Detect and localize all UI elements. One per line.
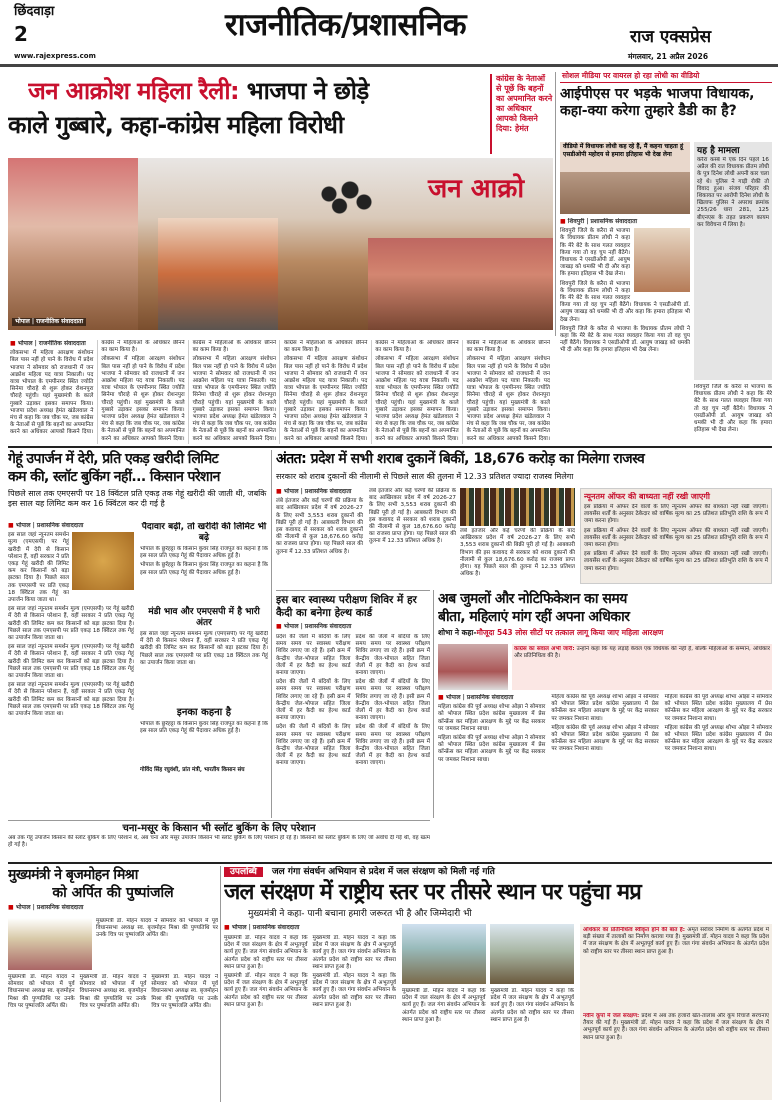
liquor-photo	[460, 488, 575, 526]
tribute-headline-1: मुख्यमंत्री ने बृजमोहन मिश्रा	[8, 867, 138, 883]
masthead-rule	[0, 64, 778, 67]
tribute-photo	[8, 918, 92, 970]
water-story: उपलब्धि जल गंगा संवर्धन अभियान से प्रदेश में जल संरक्षण को मिली नई गति जल संरक्षण में राष्ट्रीय स्तर पर तीसरे स्थान पर पहुंचा मप्र मुख्यमंत्री ने कहा- पानी बचाना हमारी जरूरत भी है और जिम्मेदारी भी ■ भोपाल | प्रशासनिक संवाददाता मुख्यमंत्री डॉ. मोहन यादव ने कहा कि प्रदेश में जल संरक्षण के क्षेत्र में अभूतपूर्व कार्य हुए हैं। जल गंगा संवर्धन अभियान के अंतर्गत प्रदेश को राष्ट्रीय स्तर पर तीसरा स्थान प्राप्त हुआ है। मुख्यमंत्री डॉ. मोहन यादव ने कहा कि प्रदेश में जल संरक्षण के क्षेत्र में अभूतपूर्व कार्य हुए हैं। जल गंगा संवर्धन अभियान के अंतर्गत प्रदेश को राष्ट्रीय स्तर पर तीसरा स्थान प्राप्त हुआ है। मुख्यमंत्री डॉ. मोहन यादव ने कहा कि प्रदेश में जल संरक्षण के क्षेत्र में अभूतपूर्व कार्य हुए हैं। जल गंगा संवर्धन अभियान के अंतर्गत प्रदेश को राष्ट्रीय स्तर पर तीसरा स्थान प्राप्त हुआ है। मुख्यमंत्री डॉ. मोहन यादव ने कहा कि प्रदेश में जल संरक्षण के क्षेत्र में अभूतपूर्व कार्य हुए हैं। जल गंगा संवर्धन अभियान के अंतर्गत प्रदेश को राष्ट्रीय स्तर पर तीसरा स्थान प्राप्त हुआ है। मुख्यमंत्री डॉ. मोहन यादव ने कहा कि प्रदेश में जल संरक्षण के क्षेत्र में अभूतपूर्व कार्य हुए हैं। जल गंगा संवर्धन अभियान के अंतर्गत प्रदेश को राष्ट्रीय स्तर पर तीसरा स्थान प्राप्त हुआ है। मुख्यमंत्री डॉ. मोहन यादव ने कहा कि प्रदेश में जल संरक्षण के क्षेत्र में अभूतपूर्व कार्य हुए हैं। जल गंगा संवर्धन अभियान के अंतर्गत प्रदेश को राष्ट्रीय स्तर पर तीसरा स्थान प्राप्त हुआ है। अधिकार का प्रतिनिधित्व स्वीकृत होने की बात है: अमृत सरोवर निर्माण के अंतर्गत प्रदेश में बड़ी संख्या में तालाबों का निर्माण कराया गया है। मुख्यमंत्री डॉ. मोहन यादव ने कहा कि प्रदेश में जल संरक्षण के क्षेत्र में अभूतपूर्व कार्य हुए हैं। जल गंगा संवर्धन अभियान के अंतर्गत प्रदेश को राष्ट्रीय स्तर पर तीसरा स्थान प्राप्त हुआ है। नवीन कूपों में जल संरक्षण: प्रदेश में अब तक हजारों खेत-तालाब और कूप रिचार्ज संरचनाएं तैयार की गई हैं। मुख्यमंत्री डॉ. मोहन यादव ने कहा कि प्रदेश में जल संरक्षण के क्षेत्र में अभूतपूर्व कार्य हुए हैं। जल गंगा संवर्धन अभियान के अंतर्गत प्रदेश को राष्ट्रीय स्तर पर तीसरा स्थान प्राप्त हुआ है।	[224, 866, 772, 1102]
lead-story	[8, 72, 553, 336]
wheat-headline-1: गेहूं उपार्जन में देरी, प्रति एकड़ खरीदी लिमिट	[8, 451, 219, 467]
water-notes-box	[580, 924, 772, 1100]
wheat-body: ■ भोपाल | प्रशासनिक संवाददाता इस साल जहां न्यूनतम समर्थन मूल्य (एमएसपी) पर गेहूं खरीदी में देरी से किसान परेशान हैं, वहीं सरकार ने प्रति एकड़ गेहूं खरीदी की लिमिट कम कर किसानों को बड़ा झटका दिया है। पिछले साल तक एमएसपी पर प्रति एकड़ 18 क्विंटल तक गेहूं का उपार्जन किया जाता था। इस साल जहां न्यूनतम समर्थन मूल्य (एमएसपी) पर गेहूं खरीदी में देरी से किसान परेशान हैं, वहीं सरकार ने प्रति एकड़ गेहूं खरीदी की लिमिट कम कर किसानों को बड़ा झटका दिया है। पिछले साल तक एमएसपी पर प्रति एकड़ 18 क्विंटल तक गेहूं का उपार्जन किया जाता था। इस साल जहां न्यूनतम समर्थन मूल्य (एमएसपी) पर गेहूं खरीदी में देरी से किसान परेशान हैं, वहीं सरकार ने प्रति एकड़ गेहूं खरीदी की लिमिट कम कर किसानों को बड़ा झटका दिया है। पिछले साल तक एमएसपी पर प्रति एकड़ 18 क्विंटल तक गेहूं का उपार्जन किया जाता था। इस साल जहां न्यूनतम समर्थन मूल्य (एमएसपी) पर गेहूं खरीदी में देरी से किसान परेशान हैं, वहीं सरकार ने प्रति एकड़ गेहूं खरीदी की लिमिट कम कर किसानों को बड़ा झटका दिया है। पिछले साल तक एमएसपी पर प्रति एकड़ 18 क्विंटल तक गेहूं का उपार्जन किया जाता था।	[8, 522, 134, 816]
lead-photo	[8, 158, 553, 330]
page-number: 2	[14, 22, 28, 46]
sidebar-tag: सोशल मीडिया पर वायरल हो रहा लोधी का वीडियो	[560, 70, 772, 83]
womens-headline-1: अब जुमलों और नोटिफिकेशन का समय	[438, 591, 627, 607]
lead-quote: कांग्रेस के नेताओं से पूछें कि बहनों का अपमानित करने का अधिकार आपको किसने दिया: हेमंत	[490, 74, 553, 154]
photo-caption: भोपाल | राजनीतिक संवाददाता	[12, 318, 86, 326]
wheat-subhead-3: इनका कहना है	[176, 707, 232, 718]
womens-story	[438, 590, 772, 818]
mamla-body: करैरा कस्बे में एक दिन पहले 16 अप्रैल की रात विधायक प्रीतम लोधी के पुत्र दिनेश लोधी अपनी कार चला रहे थे। पुलिस ने गाड़ी रोकी तो विवाद हुआ। संजय परिहार की शिकायत पर आरोपी दिनेश लोधी के खिलाफ पुलिस ने अपराध क्रमांक 255/26 धारा 281, 125 बीएनएस के तहत प्रकरण कायम कर विवेचना में लिया है।	[697, 157, 769, 228]
water-body: मुख्यमंत्री डॉ. मोहन यादव ने कहा कि प्रदेश में जल संरक्षण के क्षेत्र में अभूतपूर्व कार्य हुए हैं। जल गंगा संवर्धन अभियान के अंतर्गत प्रदेश को राष्ट्रीय स्तर पर तीसरा स्थान प्राप्त हुआ है। मुख्यमंत्री डॉ. मोहन यादव ने कहा कि प्रदेश में जल संरक्षण के क्षेत्र में अभूतपूर्व कार्य हुए हैं। जल गंगा संवर्धन अभियान के अंतर्गत प्रदेश को राष्ट्रीय स्तर पर तीसरा स्थान प्राप्त हुआ है। मुख्यमंत्री डॉ. मोहन यादव ने कहा कि प्रदेश में जल संरक्षण के क्षेत्र में अभूतपूर्व कार्य हुए हैं। जल गंगा संवर्धन अभियान के अंतर्गत प्रदेश को राष्ट्रीय स्तर पर तीसरा स्थान प्राप्त हुआ है। मुख्यमंत्री डॉ. मोहन यादव ने कहा कि प्रदेश में जल संरक्षण के क्षेत्र में अभूतपूर्व कार्य हुए हैं। जल गंगा संवर्धन अभियान के अंतर्गत प्रदेश को राष्ट्रीय स्तर पर तीसरा स्थान प्राप्त हुआ है।	[224, 935, 396, 1008]
wheat-subhead-2: मंडी भाव और एमएसपी में है भारी अंतर	[148, 607, 260, 628]
city-name: छिंदवाड़ा	[14, 4, 55, 19]
liquor-headline: प्रदेश में सभी शराब दुकानें बिकीं, 18,676 करोड़ का मिलेगा राजस्व	[310, 451, 645, 467]
shobha-photo	[438, 644, 508, 690]
womens-headline-2: बीता, महिलाएं मांग रहीं अपना अधिकार	[438, 609, 630, 625]
liquor-story	[276, 450, 772, 486]
water-note-1: अधिकार का प्रतिनिधित्व स्वीकृत होने की बात है: अमृत सरोवर निर्माण के अंतर्गत प्रदेश में बड़ी संख्या में तालाबों का निर्माण कराया गया है। मुख्यमंत्री डॉ. मोहन यादव ने कहा कि प्रदेश में जल संरक्षण के क्षेत्र में अभूतपूर्व कार्य हुए हैं। जल गंगा संवर्धन अभियान के अंतर्गत प्रदेश को राष्ट्रीय स्तर पर तीसरा स्थान प्राप्त हुआ है।	[583, 927, 769, 955]
lead-body: ■ भोपाल | राजनीतिक संवाददाता लोकसभा में महिला आरक्षण संशोधन बिल पास नहीं हो पाने के विरोध में प्रदेश भाजपा ने सोमवार को राजधानी में जन आक्रोश महिला पद यात्रा निकाली। पद यात्रा भोपाल के एमपीनगर स्थित ज्योति सिनेमा चौराहे से शुरू होकर रोशनपुरा चौराहे पहुंची। यहां मुख्यमंत्री के काले गुब्बारे उड़ाकर इसका समापन किया। भाजपा प्रदेश अध्यक्ष हेमंत खंडेलवाल ने मंच से कहा कि जब चौक पर, जब कांग्रेस के नेताओं से पूछें कि बहनों का अपमानित करने का अधिकार आपको किसने दिया। कांग्रेस ने महिलाओं के अधिकार छीनने का काम किया है। लोकसभा में महिला आरक्षण संशोधन बिल पास नहीं हो पाने के विरोध में प्रदेश भाजपा ने सोमवार को राजधानी में जन आक्रोश महिला पद यात्रा निकाली। पद यात्रा भोपाल के एमपीनगर स्थित ज्योति सिनेमा चौराहे से शुरू होकर रोशनपुरा चौराहे पहुंची। यहां मुख्यमंत्री के काले गुब्बारे उड़ाकर इसका समापन किया। भाजपा प्रदेश अध्यक्ष हेमंत खंडेलवाल ने मंच से कहा कि जब चौक पर, जब कांग्रेस के नेताओं से पूछें कि बहनों का अपमानित करने का अधिकार आपको किसने दिया। कांग्रेस ने महिलाओं के अधिकार छीनने का काम किया है। लोकसभा में महिला आरक्षण संशोधन बिल पास नहीं हो पाने के विरोध में प्रदेश भाजपा ने सोमवार को राजधानी में जन आक्रोश महिला पद यात्रा निकाली। पद यात्रा भोपाल के एमपीनगर स्थित ज्योति सिनेमा चौराहे से शुरू होकर रोशनपुरा चौराहे पहुंची। यहां मुख्यमंत्री के काले गुब्बारे उड़ाकर इसका समापन किया। भाजपा प्रदेश अध्यक्ष हेमंत खंडेलवाल ने मंच से कहा कि जब चौक पर, जब कांग्रेस के नेताओं से पूछें कि बहनों का अपमानित करने का अधिकार आपको किसने दिया। कांग्रेस ने महिलाओं के अधिकार छीनने का काम किया है। लोकसभा में महिला आरक्षण संशोधन बिल पास नहीं हो पाने के विरोध में प्रदेश भाजपा ने सोमवार को राजधानी में जन आक्रोश महिला पद यात्रा निकाली। पद यात्रा भोपाल के एमपीनगर स्थित ज्योति सिनेमा चौराहे से शुरू होकर रोशनपुरा चौराहे पहुंची। यहां मुख्यमंत्री के काले गुब्बारे उड़ाकर इसका समापन किया। भाजपा प्रदेश अध्यक्ष हेमंत खंडेलवाल ने मंच से कहा कि जब चौक पर, जब कांग्रेस के नेताओं से पूछें कि बहनों का अपमानित करने का अधिकार आपको किसने दिया। कांग्रेस ने महिलाओं के अधिकार छीनने का काम किया है। लोकसभा में महिला आरक्षण संशोधन बिल पास नहीं हो पाने के विरोध में प्रदेश भाजपा ने सोमवार को राजधानी में जन आक्रोश महिला पद यात्रा निकाली। पद यात्रा भोपाल के एमपीनगर स्थित ज्योति सिनेमा चौराहे से शुरू होकर रोशनपुरा चौराहे पहुंची। यहां मुख्यमंत्री के काले गुब्बारे उड़ाकर इसका समापन किया। भाजपा प्रदेश अध्यक्ष हेमंत खंडेलवाल ने मंच से कहा कि जब चौक पर, जब कांग्रेस के नेताओं से पूछें कि बहनों का अपमानित करने का अधिकार आपको किसने दिया। कांग्रेस ने महिलाओं के अधिकार छीनने का काम किया है। लोकसभा में महिला आरक्षण संशोधन बिल पास नहीं हो पाने के विरोध में प्रदेश भाजपा ने सोमवार को राजधानी में जन आक्रोश महिला पद यात्रा निकाली। पद यात्रा भोपाल के एमपीनगर स्थित ज्योति सिनेमा चौराहे से शुरू होकर रोशनपुरा चौराहे पहुंची। यहां मुख्यमंत्री के काले गुब्बारे उड़ाकर इसका समापन किया। भाजपा प्रदेश अध्यक्ष हेमंत खंडेलवाल ने मंच से कहा कि जब चौक पर, जब कांग्रेस के नेताओं से पूछें कि बहनों का अपमानित करने का अधिकार आपको किसने दिया।	[10, 340, 550, 444]
mamla-box	[694, 142, 772, 380]
grain-box-body: अब तक गेहूं उपार्जन किसान की स्लॉट बुकिंग के लिए परेशान थे, अब चना और मसूर उपार्जन किसान भी स्लॉट बुकिंग के लिए परेशान हो रहे हैं। किसानों को स्लॉट बुकिंग के लिए जो अवधि दी गई थी, वह खत्म हो गई है।	[8, 835, 430, 849]
masthead	[0, 0, 778, 70]
water-note-2: नवीन कूपों में जल संरक्षण: प्रदेश में अब तक हजारों खेत-तालाब और कूप रिचार्ज संरचनाएं तैयार की गई हैं। मुख्यमंत्री डॉ. मोहन यादव ने कहा कि प्रदेश में जल संरक्षण के क्षेत्र में अभूतपूर्व कार्य हुए हैं। जल गंगा संवर्धन अभियान के अंतर्गत प्रदेश को राष्ट्रीय स्तर पर तीसरा स्थान प्राप्त हुआ है।	[583, 1013, 769, 1041]
health-story: इस बार स्वास्थ्य परीक्षण शिविर में हर कैदी का बनेगा हेल्थ कार्ड ■ भोपाल | प्रशासनिक संवाददाता प्रदेश की जेलों में बंदियों के लिए समय समय पर स्वास्थ्य परीक्षण शिविर लगाए जा रहे हैं। इसी क्रम में केन्द्रीय जेल-भोपाल सहित जिला जेलों में हर कैदी का हेल्थ कार्ड बनाया जाएगा। प्रदेश की जेलों में बंदियों के लिए समय समय पर स्वास्थ्य परीक्षण शिविर लगाए जा रहे हैं। इसी क्रम में केन्द्रीय जेल-भोपाल सहित जिला जेलों में हर कैदी का हेल्थ कार्ड बनाया जाएगा। प्रदेश की जेलों में बंदियों के लिए समय समय पर स्वास्थ्य परीक्षण शिविर लगाए जा रहे हैं। इसी क्रम में केन्द्रीय जेल-भोपाल सहित जिला जेलों में हर कैदी का हेल्थ कार्ड बनाया जाएगा। प्रदेश की जेलों में बंदियों के लिए समय समय पर स्वास्थ्य परीक्षण शिविर लगाए जा रहे हैं। इसी क्रम में केन्द्रीय जेल-भोपाल सहित जिला जेलों में हर कैदी का हेल्थ कार्ड बनाया जाएगा। प्रदेश की जेलों में बंदियों के लिए समय समय पर स्वास्थ्य परीक्षण शिविर लगाए जा रहे हैं। इसी क्रम में केन्द्रीय जेल-भोपाल सहित जिला जेलों में हर कैदी का हेल्थ कार्ड बनाया जाएगा। प्रदेश की जेलों में बंदियों के लिए समय समय पर स्वास्थ्य परीक्षण शिविर लगाए जा रहे हैं। इसी क्रम में केन्द्रीय जेल-भोपाल सहित जिला जेलों में हर कैदी का हेल्थ कार्ड बनाया जाएगा।	[276, 590, 430, 818]
date: मंगलवार, 21 अप्रैल 2026	[628, 52, 709, 61]
ad-box-body: इस प्रक्रिया में ऑफर देने वालों के लिए न्यूनतम ऑफर की बाध्यता नहीं रखी जाएगी। लायसेंस शर्तों के अनुसार ठेकेदार को वार्षिक मूल्य का 25 प्रतिशत प्रतिभूति राशि के रूप में जमा करना होगा। इस प्रक्रिया में ऑफर देने वालों के लिए न्यूनतम ऑफर की बाध्यता नहीं रखी जाएगी। लायसेंस शर्तों के अनुसार ठेकेदार को वार्षिक मूल्य का 25 प्रतिशत प्रतिभूति राशि के रूप में जमा करना होगा। इस प्रक्रिया में ऑफर देने वालों के लिए न्यूनतम ऑफर की बाध्यता नहीं रखी जाएगी। लायसेंस शर्तों के अनुसार ठेकेदार को वार्षिक मूल्य का 25 प्रतिशत प्रतिभूति राशि के रूप में जमा करना होगा।	[584, 504, 768, 572]
cm-tribute-story: मुख्यमंत्री ने बृजमोहन मिश्रा को अर्पित की पुष्पांजलि ■ भोपाल | प्रशासनिक संवाददाता मुख्यमंत्री डॉ. मोहन यादव ने सोमवार को भोपाल में पूर्व विधानसभा अध्यक्ष स्व. बृजमोहन मिश्रा की पुण्यतिथि पर उनके चित्र पर पुष्पांजलि अर्पित की। मुख्यमंत्री डॉ. मोहन यादव ने सोमवार को भोपाल में पूर्व विधानसभा अध्यक्ष स्व. बृजमोहन मिश्रा की पुण्यतिथि पर उनके चित्र पर पुष्पांजलि अर्पित की। मुख्यमंत्री डॉ. मोहन यादव ने सोमवार को भोपाल में पूर्व विधानसभा अध्यक्ष स्व. बृजमोहन मिश्रा की पुण्यतिथि पर उनके चित्र पर पुष्पांजलि अर्पित की। मुख्यमंत्री डॉ. मोहन यादव ने सोमवार को भोपाल में पूर्व विधानसभा अध्यक्ष स्व. बृजमोहन मिश्रा की पुण्यतिथि पर उनके चित्र पर पुष्पांजलि अर्पित की।	[8, 866, 218, 1102]
lead-headline-2: काले गुब्बारे, कहा-कांग्रेस महिला विरोधी	[8, 111, 344, 139]
liquor-body: ■ भोपाल | प्रशासनिक संवाददाता लंबे इंतजार और कई चरणों की प्रक्रिया के बाद आखिरकार प्रदेश में वर्ष 2026-27 के लिए सभी 3,553 शराब दुकानों की बिक्री पूरी हो गई है। आबकारी विभाग की इस कवायद से सरकार को शराब दुकानों की नीलामी से कुल 18,676.60 करोड़ का राजस्व प्राप्त होगा। यह पिछले साल की तुलना में 12.33 प्रतिशत अधिक है। लंबे इंतजार और कई चरणों की प्रक्रिया के बाद आखिरकार प्रदेश में वर्ष 2026-27 के लिए सभी 3,553 शराब दुकानों की बिक्री पूरी हो गई है। आबकारी विभाग की इस कवायद से सरकार को शराब दुकानों की नीलामी से कुल 18,676.60 करोड़ का राजस्व प्राप्त होगा। यह पिछले साल की तुलना में 12.33 प्रतिशत अधिक है।	[276, 488, 456, 584]
lead-headline-red: जन आक्रोश महिला रैली:	[28, 77, 239, 105]
wheat-photo	[72, 532, 134, 590]
health-body: प्रदेश की जेलों में बंदियों के लिए समय समय पर स्वास्थ्य परीक्षण शिविर लगाए जा रहे हैं। इसी क्रम में केन्द्रीय जेल-भोपाल सहित जिला जेलों में हर कैदी का हेल्थ कार्ड बनाया जाएगा। प्रदेश की जेलों में बंदियों के लिए समय समय पर स्वास्थ्य परीक्षण शिविर लगाए जा रहे हैं। इसी क्रम में केन्द्रीय जेल-भोपाल सहित जिला जेलों में हर कैदी का हेल्थ कार्ड बनाया जाएगा। प्रदेश की जेलों में बंदियों के लिए समय समय पर स्वास्थ्य परीक्षण शिविर लगाए जा रहे हैं। इसी क्रम में केन्द्रीय जेल-भोपाल सहित जिला जेलों में हर कैदी का हेल्थ कार्ड बनाया जाएगा। प्रदेश की जेलों में बंदियों के लिए समय समय पर स्वास्थ्य परीक्षण शिविर लगाए जा रहे हैं। इसी क्रम में केन्द्रीय जेल-भोपाल सहित जिला जेलों में हर कैदी का हेल्थ कार्ड बनाया जाएगा। प्रदेश की जेलों में बंदियों के लिए समय समय पर स्वास्थ्य परीक्षण शिविर लगाए जा रहे हैं। इसी क्रम में केन्द्रीय जेल-भोपाल सहित जिला जेलों में हर कैदी का हेल्थ कार्ड बनाया जाएगा। प्रदेश की जेलों में बंदियों के लिए समय समय पर स्वास्थ्य परीक्षण शिविर लगाए जा रहे हैं। इसी क्रम में केन्द्रीय जेल-भोपाल सहित जिला जेलों में हर कैदी का हेल्थ कार्ड बनाया जाएगा।	[276, 634, 430, 767]
mla-portrait	[634, 228, 690, 292]
womens-body: ■ भोपाल | प्रशासनिक संवाददाता महिला कांग्रेस की पूर्व अध्यक्ष शोभा ओझा ने सोमवार को भोपाल स्थित प्रदेश कांग्रेस मुख्यालय में प्रेस कॉन्फ्रेंस कर महिला आरक्षण के मुद्दे पर केंद्र सरकार पर जमकर निशाना साधा। महिला कांग्रेस की पूर्व अध्यक्ष शोभा ओझा ने सोमवार को भोपाल स्थित प्रदेश कांग्रेस मुख्यालय में प्रेस कॉन्फ्रेंस कर महिला आरक्षण के मुद्दे पर केंद्र सरकार पर जमकर निशाना साधा। महिला कांग्रेस की पूर्व अध्यक्ष शोभा ओझा ने सोमवार को भोपाल स्थित प्रदेश कांग्रेस मुख्यालय में प्रेस कॉन्फ्रेंस कर महिला आरक्षण के मुद्दे पर केंद्र सरकार पर जमकर निशाना साधा। महिला कांग्रेस की पूर्व अध्यक्ष शोभा ओझा ने सोमवार को भोपाल स्थित प्रदेश कांग्रेस मुख्यालय में प्रेस कॉन्फ्रेंस कर महिला आरक्षण के मुद्दे पर केंद्र सरकार पर जमकर निशाना साधा। महिला कांग्रेस की पूर्व अध्यक्ष शोभा ओझा ने सोमवार को भोपाल स्थित प्रदेश कांग्रेस मुख्यालय में प्रेस कॉन्फ्रेंस कर महिला आरक्षण के मुद्दे पर केंद्र सरकार पर जमकर निशाना साधा। महिला कांग्रेस की पूर्व अध्यक्ष शोभा ओझा ने सोमवार को भोपाल स्थित प्रदेश कांग्रेस मुख्यालय में प्रेस कॉन्फ्रेंस कर महिला आरक्षण के मुद्दे पर केंद्र सरकार पर जमकर निशाना साधा।	[438, 694, 772, 816]
water-photo-2	[490, 924, 574, 984]
photo-banner: जन आक्रो	[428, 174, 525, 204]
wheat-headline-2: कम की, स्लॉट बुकिंग नहीं... किसान परेशान	[8, 469, 220, 485]
tribute-headline-2: को अर्पित की पुष्पांजलि	[52, 885, 174, 901]
womens-quote-box: कांग्रेस का सवाल अभी जारी: उन्होंने कहा कि यह लड़ाई केवल एक विधेयक की नहीं है, बल्कि महिलाओं के सम्मान, अधिकार और प्रतिनिधित्व की है।	[512, 644, 772, 690]
website[interactable]: www.rajexpress.com	[14, 52, 96, 60]
sidebar-body: ■ शिवपुरी | प्रशासनिक संवाददाता शिवपुरी जिले के करैरा से भाजपा के विधायक प्रीतम लोधी ने कहा कि मेरे बेटे के साथ गलत व्यवहार किया गया तो वह चुप नहीं बैठेंगे। विधायक ने एसडीओपी डॉ. आयुष जाखड़ को धमकी भी दी और कहा कि हमारा इतिहास भी देख लेना। शिवपुरी जिले के करैरा से भाजपा के विधायक प्रीतम लोधी ने कहा कि मेरे बेटे के साथ गलत व्यवहार किया गया तो वह चुप नहीं बैठेंगे। विधायक ने एसडीओपी डॉ. आयुष जाखड़ को धमकी भी दी और कहा कि हमारा इतिहास भी देख लेना। शिवपुरी जिले के करैरा से भाजपा के विधायक प्रीतम लोधी ने कहा कि मेरे बेटे के साथ गलत व्यवहार किया गया तो वह चुप नहीं बैठेंगे। विधायक ने एसडीओपी डॉ. आयुष जाखड़ को धमकी भी दी और कहा कि हमारा इतिहास भी देख लेना।	[560, 218, 690, 442]
sidebar-story: सोशल मीडिया पर वायरल हो रहा लोधी का वीडियो आईपीएस पर भड़के भाजपा विधायक, कहा-क्या करेगा तुम्हारे डैडी का है? वीडियो में विधायक लोधी कह रहे हैं, मैं कहना चाहता हूं एसडीओपी महोदय से हमारा इतिहास भी देख लेना यह है मामला करैरा कस्बे में एक दिन पहले 16 अप्रैल की रात विधायक प्रीतम लोधी के पुत्र दिनेश लोधी अपनी कार चला रहे थे। पुलिस ने गाड़ी रोकी तो विवाद हुआ। संजय परिहार की शिकायत पर आरोपी दिनेश लोधी के खिलाफ पुलिस ने अपराध क्रमांक 255/26 धारा 281, 125 बीएनएस के तहत प्रकरण कायम कर विवेचना में लिया है। ■ शिवपुरी | प्रशासनिक संवाददाता शिवपुरी जिले के करैरा से भाजपा के विधायक प्रीतम लोधी ने कहा कि मेरे बेटे के साथ गलत व्यवहार किया गया तो वह चुप नहीं बैठेंगे। विधायक ने एसडीओपी डॉ. आयुष जाखड़ को धमकी भी दी और कहा कि हमारा इतिहास भी देख लेना। शिवपुरी जिले के करैरा से भाजपा के विधायक प्रीतम लोधी ने कहा कि मेरे बेटे के साथ गलत व्यवहार किया गया तो वह चुप नहीं बैठेंगे। विधायक ने एसडीओपी डॉ. आयुष जाखड़ को धमकी भी दी और कहा कि हमारा इतिहास भी देख लेना। शिवपुरी जिले के करैरा से भाजपा के विधायक प्रीतम लोधी ने कहा कि मेरे बेटे के साथ गलत व्यवहार किया गया तो वह चुप नहीं बैठेंगे। विधायक ने एसडीओपी डॉ. आयुष जाखड़ को धमकी भी दी और कहा कि हमारा इतिहास भी देख लेना। शिवपुरी जिले के करैरा से भाजपा के विधायक प्रीतम लोधी ने कहा कि मेरे बेटे के साथ गलत व्यवहार किया गया तो वह चुप नहीं बैठेंगे। विधायक ने एसडीओपी डॉ. आयुष जाखड़ को धमकी भी दी और कहा कि हमारा इतिहास भी देख लेना।	[560, 70, 772, 444]
water-headline: जल संरक्षण में राष्ट्रीय स्तर पर तीसरे स्थान पर पहुंचा मप्र	[224, 880, 641, 905]
grain-box	[8, 820, 430, 860]
section-title: राजनीतिक/प्रशासनिक	[225, 7, 467, 43]
mamla-title: यह है मामला	[697, 146, 740, 156]
water-tag: उपलब्धि	[224, 867, 263, 877]
grain-box-headline: चना-मसूर के किसान भी स्लॉट बुकिंग के लिए परेशान	[122, 823, 316, 834]
liquor-kicker: अंतत:	[276, 451, 307, 467]
sidebar-headline: आईपीएस पर भड़के भाजपा विधायक, कहा-क्या करेगा तुम्हारे डैडी का है?	[560, 86, 755, 119]
wheat-subhead-1: पैदावार बढ़ी, तो खरीदी की लिमिट भी बढ़े	[141, 522, 267, 543]
ad-box	[580, 488, 772, 584]
liquor-deck: सरकार को शराब दुकानों की नीलामी से पिछले साल की तुलना में 12.33 प्रतिशत ज्यादा राजस्व मिलेगा	[276, 472, 574, 481]
balloons	[308, 178, 378, 218]
wheat-quote-by: गोविंद सिंह रघुवंशी, प्रांत मंत्री, भारतीय किसान संघ	[140, 767, 245, 773]
ad-box-headline: न्यूनतम ऑफर की बाध्यता नहीं रखी जाएगी	[584, 492, 710, 501]
water-photo-1	[402, 924, 486, 984]
lead-headline-1: भाजपा ने छोड़े	[246, 77, 369, 105]
video-caption: वीडियो में विधायक लोधी कह रहे हैं, मैं कहना चाहता हूं एसडीओपी महोदय से हमारा इतिहास भी देख लेना	[560, 142, 690, 172]
water-tag-line: जल गंगा संवर्धन अभियान से प्रदेश में जल संरक्षण को मिली नई गति	[271, 867, 495, 877]
womens-deck-name: शोभा ने कहा-	[438, 628, 477, 637]
womens-deck: मौजूदा 543 लोस सीटों पर तत्काल लागू किया जाए महिला आरक्षण	[476, 628, 664, 637]
paper-name: राज एक्सप्रेस	[630, 27, 712, 47]
water-deck: मुख्यमंत्री ने कहा- पानी बचाना हमारी जरूरत भी है और जिम्मेदारी भी	[248, 909, 472, 919]
video-still	[560, 142, 690, 214]
wheat-story: गेहूं उपार्जन में देरी, प्रति एकड़ खरीदी लिमिट कम की, स्लॉट बुकिंग नहीं... किसान परेशान पिछले साल तक एमएसपी पर 18 क्विंटल प्रति एकड़ तक गेहूं खरीदी की जाती थी, जबकि इस साल यह लिमिट कम कर 16 क्विंटल कर दी गई है ■ भोपाल | प्रशासनिक संवाददाता इस साल जहां न्यूनतम समर्थन मूल्य (एमएसपी) पर गेहूं खरीदी में देरी से किसान परेशान हैं, वहीं सरकार ने प्रति एकड़ गेहूं खरीदी की लिमिट कम कर किसानों को बड़ा झटका दिया है। पिछले साल तक एमएसपी पर प्रति एकड़ 18 क्विंटल तक गेहूं का उपार्जन किया जाता था। इस साल जहां न्यूनतम समर्थन मूल्य (एमएसपी) पर गेहूं खरीदी में देरी से किसान परेशान हैं, वहीं सरकार ने प्रति एकड़ गेहूं खरीदी की लिमिट कम कर किसानों को बड़ा झटका दिया है। पिछले साल तक एमएसपी पर प्रति एकड़ 18 क्विंटल तक गेहूं का उपार्जन किया जाता था। इस साल जहां न्यूनतम समर्थन मूल्य (एमएसपी) पर गेहूं खरीदी में देरी से किसान परेशान हैं, वहीं सरकार ने प्रति एकड़ गेहूं खरीदी की लिमिट कम कर किसानों को बड़ा झटका दिया है। पिछले साल तक एमएसपी पर प्रति एकड़ 18 क्विंटल तक गेहूं का उपार्जन किया जाता था। इस साल जहां न्यूनतम समर्थन मूल्य (एमएसपी) पर गेहूं खरीदी में देरी से किसान परेशान हैं, वहीं सरकार ने प्रति एकड़ गेहूं खरीदी की लिमिट कम कर किसानों को बड़ा झटका दिया है। पिछले साल तक एमएसपी पर प्रति एकड़ 18 क्विंटल तक गेहूं का उपार्जन किया जाता था। पैदावार बढ़ी, तो खरीदी की लिमिट भी बढ़े भोपाल के छुर्रहट्टा के किसान कुंवर सिंह राजपूत का कहना है कि इस साल प्रति एकड़ गेहूं की पैदावार अधिक हुई है। भोपाल के छुर्रहट्टा के किसान कुंवर सिंह राजपूत का कहना है कि इस साल प्रति एकड़ गेहूं की पैदावार अधिक हुई है। मंडी भाव और एमएसपी में है भारी अंतर इस साल जहां न्यूनतम समर्थन मूल्य (एमएसपी) पर गेहूं खरीदी में देरी से किसान परेशान हैं, वहीं सरकार ने प्रति एकड़ गेहूं खरीदी की लिमिट कम कर किसानों को बड़ा झटका दिया है। पिछले साल तक एमएसपी पर प्रति एकड़ 18 क्विंटल तक गेहूं का उपार्जन किया जाता था। इनका कहना है भोपाल के छुर्रहट्टा के किसान कुंवर सिंह राजपूत का कहना है कि इस साल प्रति एकड़ गेहूं की पैदावार अधिक हुई है। गोविंद सिंह रघुवंशी, प्रांत मंत्री, भारतीय किसान संघ	[8, 450, 270, 818]
health-headline: इस बार स्वास्थ्य परीक्षण शिविर में हर कैदी का बनेगा हेल्थ कार्ड	[276, 594, 417, 619]
wheat-deck: पिछले साल तक एमएसपी पर 18 क्विंटल प्रति एकड़ तक गेहूं खरीदी की जाती थी, जबकि इस साल यह लिमिट कम कर 16 क्विंटल कर दी गई है	[8, 489, 267, 508]
